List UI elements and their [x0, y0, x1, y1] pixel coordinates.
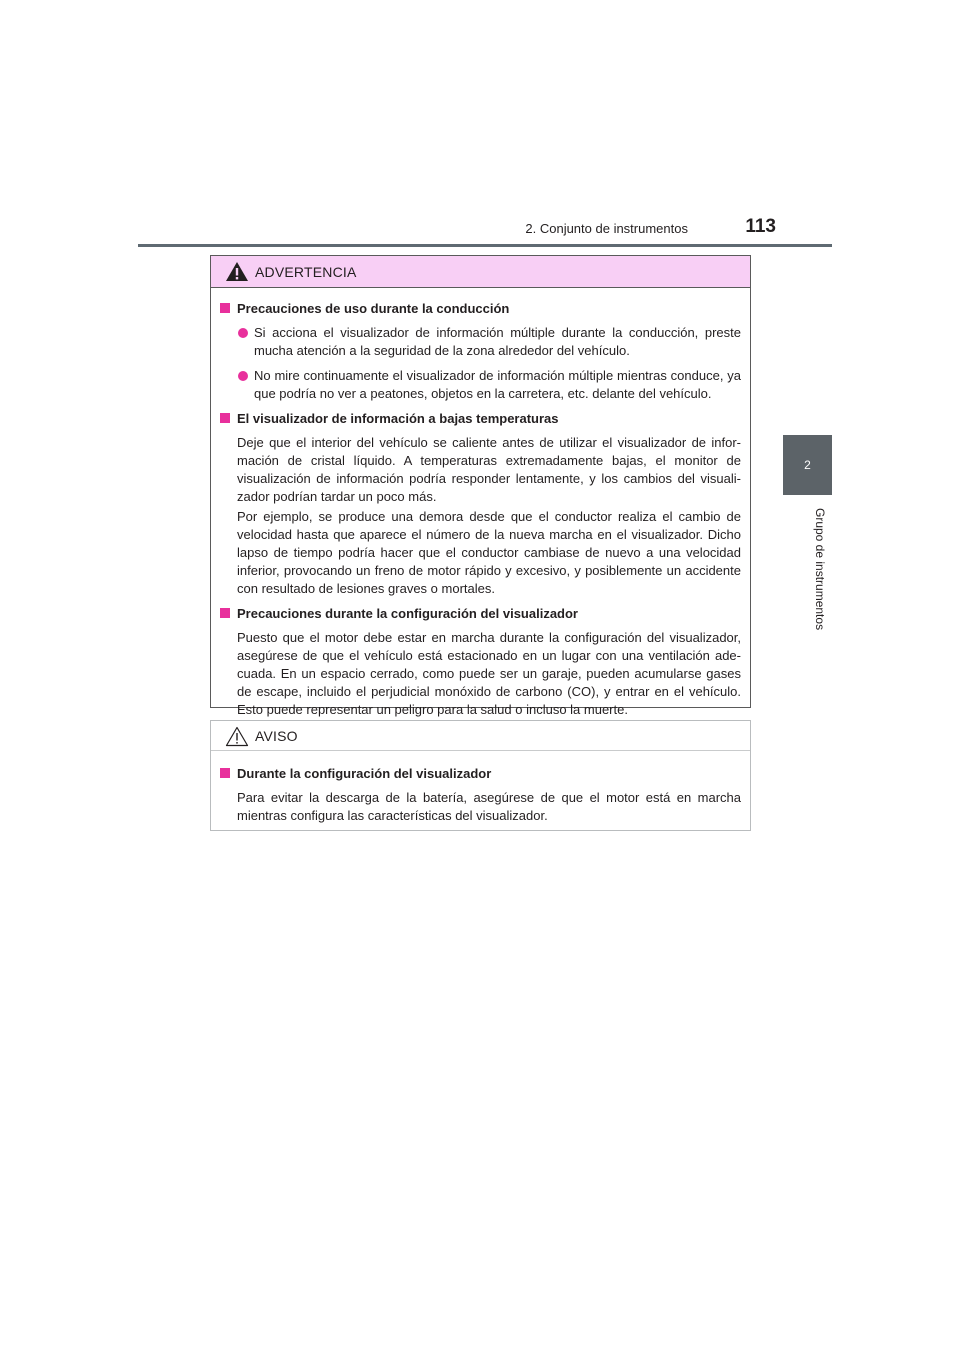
- item-title-text: Precauciones de uso durante la conducción: [237, 301, 510, 316]
- notice-item-settings: [220, 765, 741, 825]
- item-title-text: Precauciones durante la configuración del visualizador: [237, 606, 578, 621]
- bullet-paragraph: [220, 367, 741, 403]
- warning-triangle-outline-icon: [225, 726, 249, 747]
- header-rule: [138, 244, 832, 247]
- section-title: 2. Conjunto de instrumentos: [525, 221, 688, 236]
- notice-heading: AVISO: [255, 728, 298, 744]
- warning-item-low-temperature: [220, 410, 741, 598]
- item-title: [220, 605, 741, 623]
- round-bullet-icon: [238, 328, 248, 338]
- warning-box: [210, 255, 751, 717]
- square-bullet-icon: [220, 303, 230, 313]
- body-paragraph: Por ejemplo, se produce una demora desde que el conductor realiza el cambio de velocidad hasta que aparece el número de la nueva marcha en el visualizador. Dicho lapso de tiempo podría hacer que el conductor cambiase de nuevo a una velocidad inferior, provocando un freno de motor rápido y excesivo, y posiblemente un accidente con resultado de lesiones graves o mortales.: [237, 509, 741, 596]
- item-title: [220, 300, 741, 318]
- round-bullet-icon: [238, 371, 248, 381]
- warning-heading: ADVERTENCIA: [255, 264, 357, 280]
- item-title-text: Durante la configuración del visualizador: [237, 766, 492, 781]
- warning-triangle-filled-icon: [225, 261, 249, 282]
- chapter-label: Grupo de instrumentos: [813, 508, 827, 631]
- bullet-text: Si acciona el visualizador de información múltiple durante la conducción, preste mucha atención a la seguridad de la zona alrededor del vehículo.: [254, 325, 741, 358]
- chapter-tab[interactable]: [783, 435, 832, 495]
- body-paragraph: Deje que el interior del vehículo se caliente antes de utilizar el visualizador de infor-mación de cristal líquido. A temperaturas extremadamente bajas, el monitor de visualización de información podría responder lentamente, y los cambios del visuali-zador podrían tardar un poco más.: [237, 435, 741, 504]
- bullet-text: No mire continuamente el visualizador de información múltiple mientras conduce, ya que podría no ver a peatones, objetos en la carretera, etc. delante del vehículo.: [254, 368, 741, 401]
- warning-item-driving: [220, 300, 741, 403]
- item-title: [220, 765, 741, 783]
- bullet-paragraph: [220, 324, 741, 360]
- square-bullet-icon: [220, 768, 230, 778]
- item-title: [220, 410, 741, 428]
- notice-header: [211, 721, 750, 751]
- page-number: 113: [745, 216, 776, 237]
- body-paragraph: Para evitar la descarga de la batería, asegúrese de que el motor está en marcha mientras configura las características del visualizador.: [237, 790, 741, 823]
- square-bullet-icon: [220, 608, 230, 618]
- warning-item-settings: [220, 605, 741, 719]
- body-paragraph: Puesto que el motor debe estar en marcha durante la configuración del visualizador, asegúrese de que el vehículo está estacionado en un lugar con una ventilación ade-cuada. En un espacio cerrado, como puede ser un garaje, pueden acumularse gases de escape, incluido el perjudicial monóxido de carbono (CO), y entrar en el vehículo. Esto puede representar un peligro para la salud o incluso la muerte.: [237, 630, 741, 717]
- notice-body: [211, 751, 750, 825]
- item-title-text: El visualizador de información a bajas temperaturas: [237, 411, 559, 426]
- notice-box: [210, 720, 751, 831]
- chapter-number: 2: [804, 458, 811, 472]
- warning-header: [211, 256, 750, 288]
- warning-body: [211, 288, 750, 719]
- square-bullet-icon: [220, 413, 230, 423]
